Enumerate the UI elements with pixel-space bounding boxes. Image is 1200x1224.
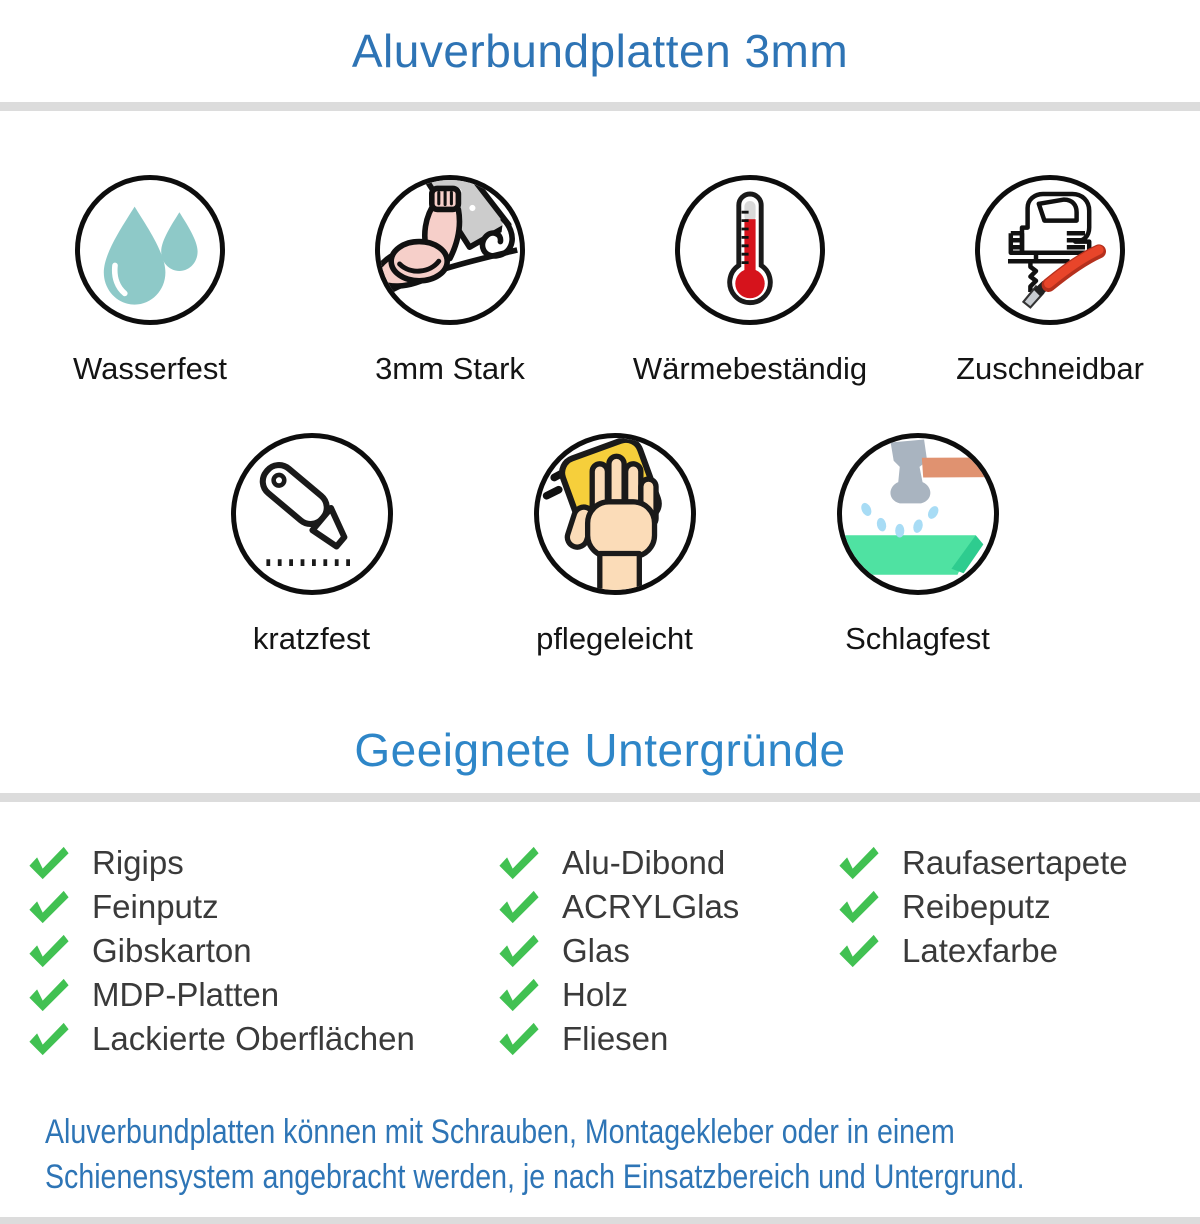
feature-row-2	[160, 433, 1069, 657]
check-icon	[498, 933, 540, 969]
list-item	[28, 934, 498, 968]
mounting-note-line1: Aluverbundplatten können mit Schrauben, Montagekleber oder in einem	[45, 1113, 955, 1151]
list-item	[498, 934, 838, 968]
thermometer-icon	[675, 175, 825, 325]
feature-label: pflegeleicht	[536, 621, 693, 656]
utility-knife-icon	[231, 433, 393, 595]
substrate-label: MDP-Platten	[92, 976, 280, 1013]
substrates-column-3	[838, 846, 1198, 1066]
check-icon	[498, 889, 540, 925]
list-item	[838, 890, 1198, 924]
substrate-label: Glas	[562, 932, 630, 969]
substrate-label: Alu-Dibond	[562, 844, 726, 881]
divider	[0, 1217, 1200, 1224]
feature-label: Wasserfest	[73, 351, 227, 386]
feature-label: 3mm Stark	[375, 351, 525, 386]
check-icon	[28, 845, 70, 881]
check-icon	[28, 933, 70, 969]
substrates-list	[0, 846, 1200, 1066]
feature-label: Wärmebeständig	[632, 351, 868, 386]
list-item	[28, 978, 498, 1012]
substrates-column-1	[28, 846, 498, 1066]
divider	[0, 793, 1200, 802]
substrate-label: Reibeputz	[902, 888, 1051, 925]
mounting-note-line2: Schienensystem angebracht werden, je nach Einsatzbereich und Untergrund.	[45, 1158, 1025, 1196]
substrate-label: Lackierte Oberflächen	[92, 1020, 415, 1057]
check-icon	[498, 977, 540, 1013]
substrate-label: Gibskarton	[92, 932, 252, 969]
list-item	[838, 934, 1198, 968]
feature-kratzfest	[160, 433, 463, 657]
substrate-label: Rigips	[92, 844, 184, 881]
check-icon	[28, 977, 70, 1013]
wiping-hand-icon	[534, 433, 696, 595]
substrate-label: Fliesen	[562, 1020, 669, 1057]
hammer-impact-icon	[837, 433, 999, 595]
list-item	[28, 1022, 498, 1056]
section-title-untergruende: Geeignete Untergründe	[354, 724, 846, 776]
feature-3mm-stark	[300, 175, 600, 387]
list-item	[498, 1022, 838, 1056]
substrate-label: ACRYLGlas	[562, 888, 740, 925]
feature-label: Zuschneidbar	[956, 351, 1144, 386]
flexed-arm-panel-icon	[375, 175, 525, 325]
feature-schlagfest	[766, 433, 1069, 657]
check-icon	[838, 889, 880, 925]
page-title: Aluverbundplatten 3mm	[351, 25, 849, 77]
check-icon	[498, 845, 540, 881]
check-icon	[28, 1021, 70, 1057]
feature-wasserfest	[0, 175, 300, 387]
feature-waermebestaendig	[600, 175, 900, 387]
substrate-label: Raufasertapete	[902, 844, 1128, 881]
list-item	[498, 890, 838, 924]
list-item	[498, 978, 838, 1012]
feature-label: Schlagfest	[845, 621, 990, 656]
check-icon	[28, 889, 70, 925]
check-icon	[838, 933, 880, 969]
list-item	[28, 890, 498, 924]
substrate-label: Latexfarbe	[902, 932, 1058, 969]
feature-zuschneidbar	[900, 175, 1200, 387]
jigsaw-cutter-icon	[975, 175, 1125, 325]
substrate-label: Holz	[562, 976, 629, 1013]
divider	[0, 102, 1200, 111]
list-item	[838, 846, 1198, 880]
feature-pflegeleicht	[463, 433, 766, 657]
feature-label: kratzfest	[252, 621, 371, 656]
water-drops-icon	[75, 175, 225, 325]
check-icon	[498, 1021, 540, 1057]
list-item	[28, 846, 498, 880]
substrate-label: Feinputz	[92, 888, 219, 925]
list-item	[498, 846, 838, 880]
substrates-column-2	[498, 846, 838, 1066]
feature-row-1	[0, 175, 1200, 387]
mounting-note	[45, 1110, 1025, 1200]
check-icon	[838, 845, 880, 881]
